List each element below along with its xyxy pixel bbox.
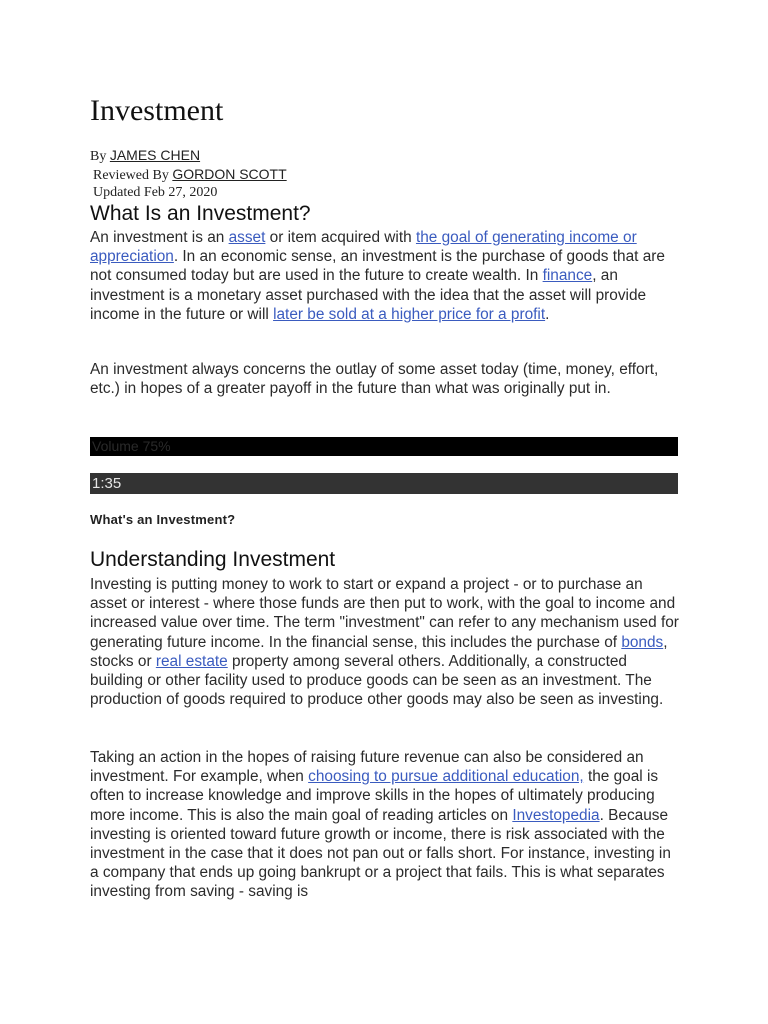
reviewer-line <box>90 166 287 185</box>
link-asset[interactable]: asset <box>228 229 266 246</box>
text: . Because investing is oriented toward future growth or income, there is risk associated with the investment in the case that it does not pan out or falls short. For instance, investing in a company that ends up going bankrupt or a project that fails. This is what separates investing from saving - saving is <box>90 806 671 901</box>
author-line <box>90 147 287 166</box>
text: property among several others. Additionally, a constructed building or other facility used to produce goods can be seen as an investment. The production of goods required to produce other goods may also be seen as investing. <box>90 652 664 709</box>
text: , stocks or <box>90 633 668 670</box>
link-additional-education[interactable]: choosing to pursue additional education, <box>308 768 584 786</box>
by-prefix: By <box>90 149 110 164</box>
video-time-bar[interactable] <box>90 473 678 494</box>
text: Taking an action in the hopes of raising future revenue can also be considered an investment. For example, when <box>90 749 644 786</box>
paragraph-future-revenue <box>90 748 680 902</box>
page-title: Investment <box>90 94 224 127</box>
text: Investing is putting money to work to start or expand a project - or to purchase an asset or interest - where those funds are then put to work, with the goal to income and increased value over time. The term "investment" can refer to any mechanism used for generating future income. In the financial sense, this includes the purchase of <box>90 576 679 651</box>
link-real-estate[interactable]: real estate <box>155 652 228 670</box>
updated-date: Updated Feb 27, 2020 <box>93 185 218 200</box>
link-sold-higher-price[interactable]: later be sold at a higher price for a profit <box>273 305 546 323</box>
text: or item acquired with <box>265 229 416 246</box>
paragraph-investing <box>90 575 680 709</box>
section-heading-what-is: What Is an Investment? <box>90 202 311 225</box>
video-volume-bar[interactable] <box>90 437 678 456</box>
text: . <box>545 305 550 323</box>
link-bonds[interactable]: bonds <box>621 633 664 651</box>
byline <box>90 147 287 202</box>
link-finance[interactable]: finance <box>542 267 593 285</box>
author-link[interactable]: JAMES CHEN <box>109 147 201 163</box>
reviewer-link[interactable]: GORDON SCOTT <box>172 165 287 182</box>
paragraph-outlay: An investment always concerns the outlay of some asset today (time, money, effort, etc.) in hopes of a greater payoff in the future than what was originally put in. <box>90 361 659 398</box>
video-time: 1:35 <box>92 475 122 492</box>
section-heading-understanding: Understanding Investment <box>90 548 336 571</box>
video-caption: What's an Investment? <box>90 512 236 527</box>
text: the goal is often to increase knowledge and improve skills in the hopes of ultimately producing more income. This is also the main goal of reading articles on <box>90 768 659 824</box>
text: An investment is an <box>90 229 229 246</box>
link-investopedia[interactable]: Investopedia <box>512 806 600 824</box>
text: , an investment is a monetary asset purchased with the idea that the asset will provide income in the future or will <box>90 267 647 323</box>
paragraph-definition <box>90 228 680 324</box>
volume-label: Volume 75% <box>92 438 171 454</box>
reviewed-prefix: Reviewed By <box>93 167 173 183</box>
link-goal-income-appreciation[interactable]: the goal of generating income or appreciation <box>90 229 637 266</box>
text: . In an economic sense, an investment is the purchase of goods that are not consumed today but are used in the future to create wealth. In <box>90 248 665 285</box>
